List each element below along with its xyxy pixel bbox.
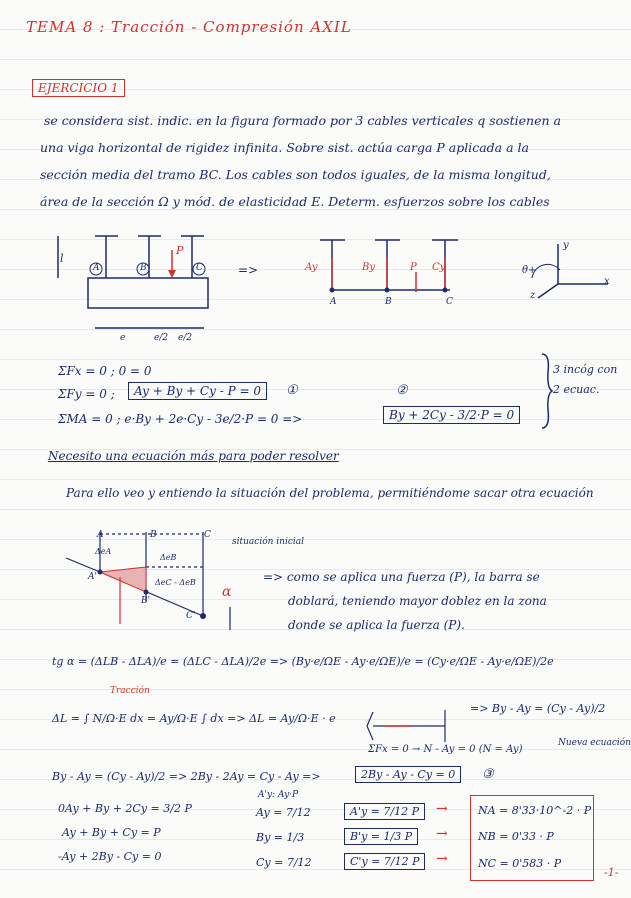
traction-note: Tracción (110, 686, 150, 696)
statement-line-4: área de la sección Ω y mód. de elasticidad E. Determ. esfuerzos sobre los cables (40, 194, 550, 209)
point-a: A (330, 297, 337, 307)
eq-sum-fy: ΣFy = 0 ; (58, 387, 115, 401)
b-prime: B' (141, 596, 151, 606)
theta-label: θ+ (522, 265, 537, 276)
elongation-formula: ΔL = ∫ N/Ω·E dx = Ay/Ω·E ∫ dx => ΔL = Ay/Ω·E · e (52, 712, 336, 725)
beam-figure (50, 228, 230, 348)
statement-line-3: sección media del tramo BC. Los cables son todos iguales, de la misma longitud, (40, 167, 551, 182)
label-b: B (140, 263, 147, 273)
label-a: A (93, 263, 100, 273)
axis-y: y (563, 240, 569, 251)
arrow-2: → (436, 826, 448, 842)
force-by: By (362, 262, 375, 273)
system-eq-3: -Ay + 2By - Cy = 0 (58, 850, 162, 863)
point-b: B (385, 297, 392, 307)
eq-3-derivation: => By - Ay = (Cy - Ay)/2 (470, 702, 606, 715)
need-equation: Necesito una ecuación más para poder resolver (48, 449, 339, 463)
fig3-c: C (204, 530, 211, 540)
result-nb: NB = 0'33 · P (478, 830, 554, 843)
delta-a: ΔeA (95, 547, 112, 556)
tangent-equation: tg α = (ΔLB - ΔLA)/e = (ΔLC - ΔLA)/2e => (By·e/ΩE - Ay·e/ΩE)/e = (Cy·e/ΩE - Ay·e/ΩE)/2e (52, 655, 554, 668)
statement-line-2: una viga horizontal de rigidez infinita. Sobre sist. actúa carga P aplicada a la (40, 140, 529, 155)
force-cy: Cy (432, 262, 446, 273)
dim-e2-b: e/2 (178, 333, 193, 343)
arrow-3: → (436, 851, 448, 867)
bar-section-sketch (365, 706, 465, 746)
free-body-diagram (290, 234, 620, 314)
sum-fx-n: ΣFx = 0 → N - Ay = 0 (N = Ay) (368, 744, 523, 755)
dim-e2-a: e/2 (154, 333, 169, 343)
label-c: C (196, 263, 203, 273)
explain-3: donde se aplica la fuerza (P). (288, 618, 465, 632)
eq-1-box: Ay + By + Cy - P = 0 (128, 382, 267, 400)
explain-1: => como se aplica una fuerza (P), la barra se (263, 570, 540, 584)
initial-situation: situación inicial (232, 537, 304, 547)
arrow-implies: => (238, 263, 259, 277)
length-l-label: l (60, 252, 64, 265)
statement-line-1: se considera sist. indic. en la figura formado por 3 cables verticales q sostienen a (44, 113, 561, 128)
solution-by: By = 1/3 (256, 831, 305, 844)
eq-2-box: By + 2Cy - 3/2·P = 0 (383, 406, 520, 424)
reasoning-text: Para ello veo y entiendo la situación del problema, permitiéndome sacar otra ecuación (66, 486, 594, 500)
axis-x: x (604, 276, 610, 287)
system-eq-2: Ay + By + Cy = P (62, 826, 161, 839)
result-cy-box: C'y = 7/12 P (344, 853, 425, 870)
a-prime: A' (88, 572, 97, 582)
solution-ay: Ay = 7/12 (256, 806, 311, 819)
alpha-angle: α (222, 584, 232, 600)
new-equation-note: Nueva ecuación (558, 738, 631, 748)
axis-z: z (530, 290, 536, 301)
result-by-box: B'y = 1/3 P (344, 828, 418, 845)
curly-brace (540, 352, 554, 430)
eq-1-number: ① (286, 383, 298, 398)
delta-cb: ΔeC - ΔeB (155, 578, 196, 587)
exercise-label: EJERCICIO 1 (32, 79, 125, 97)
result-nc: NC = 0'583 · P (478, 857, 562, 870)
delta-b: ΔeB (160, 553, 177, 562)
eq-3-number: ③ (482, 767, 494, 782)
solution-cy: Cy = 7/12 (256, 856, 312, 869)
eq-2-number: ② (396, 383, 408, 398)
arrow-1: → (436, 801, 448, 817)
system-eq-1: 0Ay + By + 2Cy = 3/2 P (58, 802, 192, 815)
load-p-label: P (176, 244, 184, 257)
bleed-text (520, 38, 524, 51)
page-title: TEMA 8 : Tracción - Compresión AXIL (26, 18, 352, 36)
unknowns-note: 3 incóg con 2 ecuac. (553, 363, 618, 396)
eq-sum-ma: ΣMA = 0 ; e·By + 2e·Cy - 3e/2·P = 0 => (58, 412, 303, 426)
eq-3-box: 2By - Ay - Cy = 0 (355, 766, 461, 783)
eq-sum-fx: ΣFx = 0 ; 0 = 0 (58, 364, 152, 378)
fig3-a: A (97, 530, 104, 540)
force-ay: Ay (305, 262, 318, 273)
solution-header: A'y: Ay·P (258, 790, 299, 800)
result-ay-box: A'y = 7/12 P (344, 803, 425, 820)
fig3-b: B (150, 530, 157, 540)
derivation-line: By - Ay = (Cy - Ay)/2 => 2By - 2Ay = Cy - Ay => (52, 770, 321, 783)
result-na: NA = 8'33·10^-2 · P (478, 804, 592, 817)
point-c: C (446, 297, 453, 307)
force-p: P (410, 262, 417, 273)
c-prime: C' (186, 611, 196, 621)
dim-e: e (120, 333, 126, 343)
page-number: -1- (604, 866, 619, 879)
explain-2: doblará, teniendo mayor doblez en la zona (288, 594, 547, 608)
